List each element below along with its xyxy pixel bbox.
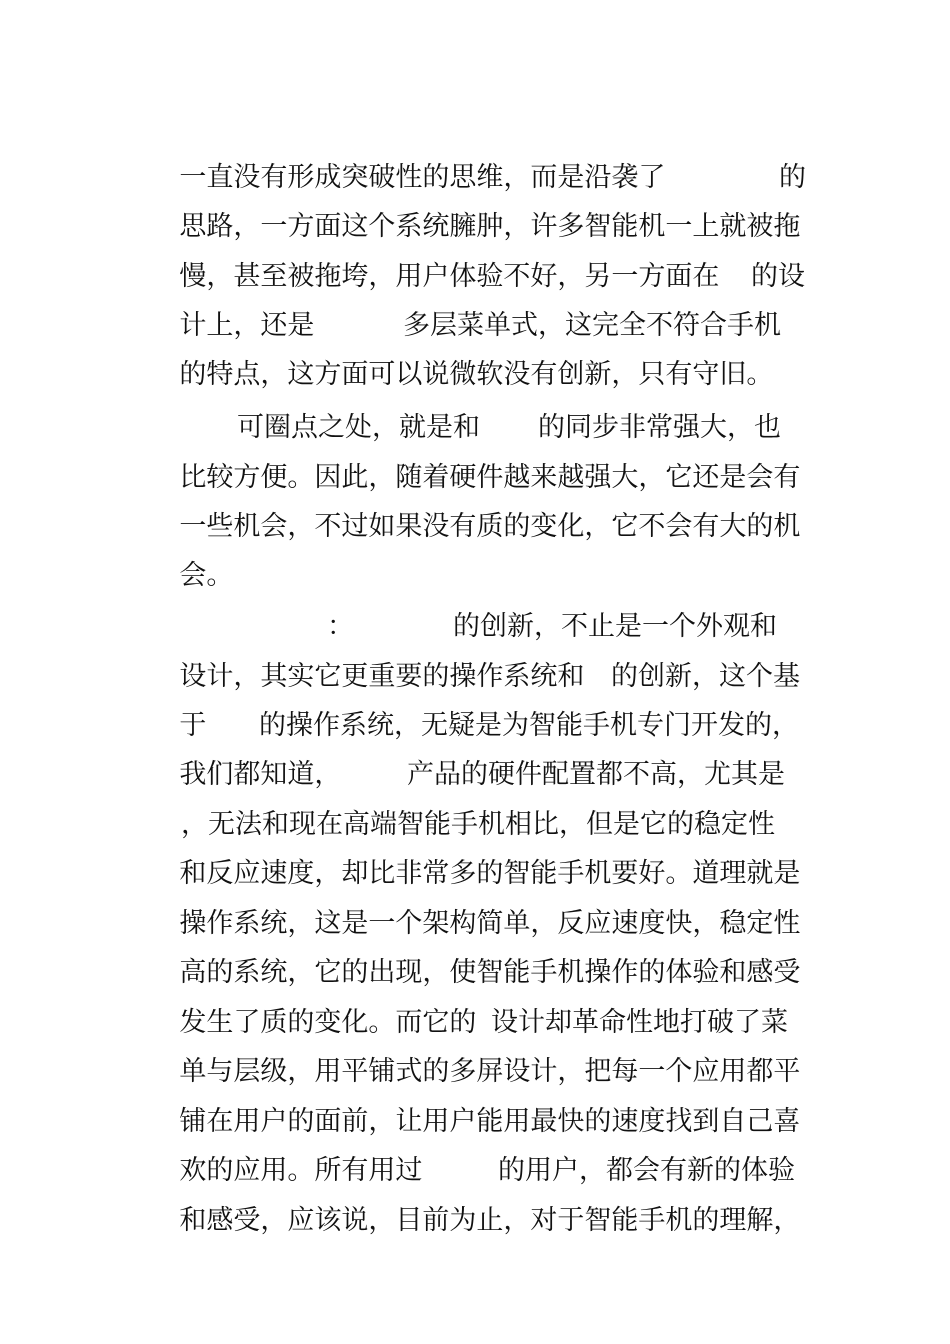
text-line	[145, 504, 825, 591]
text-line	[145, 1099, 825, 1186]
text-segment: 计上，还是	[179, 310, 315, 341]
text-segment: 多层菜单式，这完全不符合手机	[403, 310, 781, 341]
text-segment: 的特点，这方面可以说微软没有创新，只有守旧。	[179, 359, 774, 390]
text-segment: 的	[779, 162, 806, 193]
text-line	[145, 254, 825, 341]
text-segment: 设计却革命性地打破了菜	[491, 1007, 788, 1038]
text-line	[145, 1000, 825, 1087]
text-line	[145, 1149, 825, 1236]
text-segment: 可圈点之处，就是和	[237, 412, 480, 443]
text-line	[145, 303, 825, 390]
text-segment: 比较方便。因此，随着硬件越来越强大，它还是会有	[179, 462, 801, 493]
text-segment: 我们都知道，	[179, 759, 342, 790]
text-line	[145, 703, 825, 790]
text-segment: ：	[327, 611, 354, 642]
text-segment: 会。	[179, 560, 234, 591]
text-segment: 思路，一方面这个系统臃肿，许多智能机一上就被拖	[179, 211, 801, 242]
text-segment: 一直没有形成突破性的思维，而是沿袭了	[179, 162, 666, 193]
text-segment: 设计，其实它更重要的操作系统和	[179, 661, 585, 692]
text-segment: 欢的应用。所有用过	[179, 1155, 423, 1186]
text-line	[145, 852, 825, 939]
text-segment: 的用户，都会有新的体验	[498, 1155, 795, 1186]
text-segment: 和感受，应该说，目前为止，对于智能手机的理解，	[179, 1205, 801, 1236]
text-segment: 高的系统，它的出现，使智能手机操作的体验和感受	[179, 957, 801, 988]
text-line	[145, 106, 825, 193]
text-line	[145, 205, 825, 292]
text-line	[145, 356, 825, 443]
text-segment: 于	[179, 710, 207, 741]
text-segment: 的创新，这个基	[611, 661, 800, 692]
text-segment: 的操作系统，无疑是为智能手机专门开发的，	[259, 710, 799, 741]
text-segment: 的创新，不止是一个外观和	[453, 611, 777, 642]
text-segment: 铺在用户的面前，让用户能用最快的速度找到自己喜	[179, 1106, 801, 1137]
text-line	[145, 605, 825, 692]
text-line	[145, 802, 825, 889]
text-segment: 发生了质的变化。而它的	[179, 1007, 477, 1038]
text-segment: 慢，甚至被拖垮，用户体验不好，另一方面在	[179, 261, 720, 292]
text-line	[145, 406, 825, 493]
text-line	[145, 1050, 825, 1137]
text-segment: 和反应速度，却比非常多的智能手机要好。道理就是	[179, 858, 801, 889]
text-line	[145, 753, 825, 840]
text-segment: 一些机会，不过如果没有质的变化，它不会有大的机	[179, 511, 801, 542]
text-line	[145, 555, 825, 642]
text-line	[145, 155, 825, 242]
text-segment: 单与层级，用平铺式的多屏设计，把每一个应用都平	[179, 1056, 801, 1087]
text-segment: 操作系统，这是一个架构简单，反应速度快，稳定性	[179, 908, 801, 939]
text-segment: 的设	[751, 261, 805, 292]
text-line	[145, 455, 825, 542]
text-segment: ，无法和现在高端智能手机相比，但是它的稳定性	[181, 809, 775, 840]
text-segment: 的同步非常强大，也	[538, 412, 781, 443]
text-line	[145, 654, 825, 741]
text-segment: 产品的硬件配置都不高，尤其是	[407, 759, 785, 790]
text-line	[145, 901, 825, 988]
text-line	[145, 951, 825, 1038]
